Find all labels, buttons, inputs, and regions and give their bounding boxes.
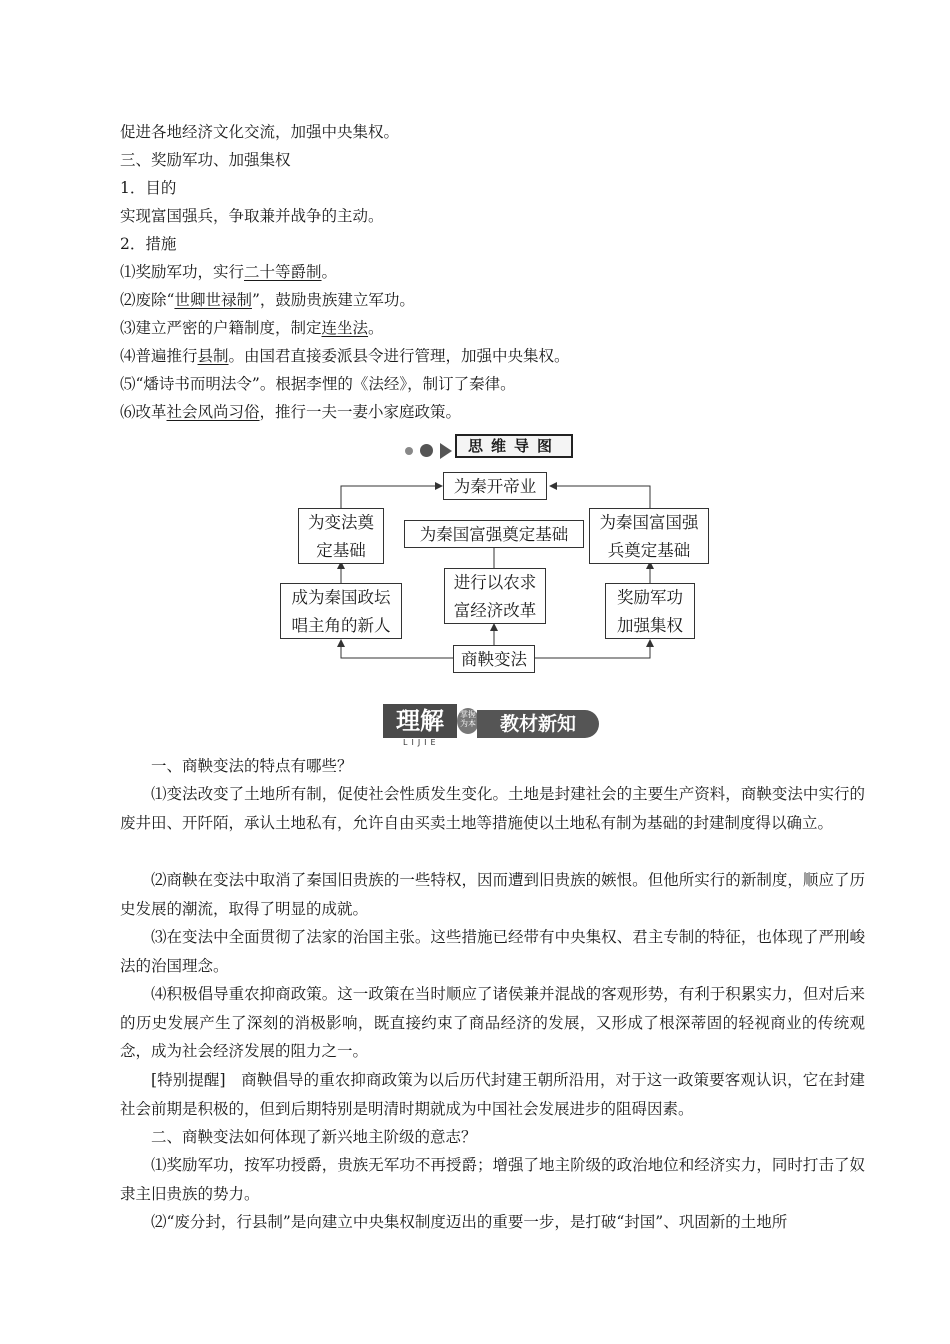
paragraph-6: ⑵“废分封，行县制”是向建立中央集权制度迈出的重要一步，是打破“封国”、巩固新的土地所 — [151, 1213, 788, 1231]
mindmap-right-upper-box: 为秦国富国强兵奠定基础 — [589, 508, 709, 564]
mindmap-right-lower-box: 奖励军功加强集权 — [605, 583, 695, 639]
measure-1: ⑴奖励军功，实行二十等爵制。 — [120, 263, 338, 281]
section-heading: 三、奖励军功、加强集权 — [120, 151, 291, 169]
measures-title: 2．措施 — [120, 235, 177, 253]
question-2: 二、商鞅变法如何体现了新兴地主阶级的意志？ — [151, 1128, 477, 1146]
understand-banner — [383, 704, 601, 748]
text-line: 促进各地经济文化交流，加强中央集权。 — [120, 123, 400, 141]
mindmap-left-lower-box: 成为秦国政坛唱主角的新人 — [280, 583, 402, 639]
paragraph-4: ⑷积极倡导重农抑商政策。这一政策在当时顺应了诸侯兼并混战的客观形势，有利于积累实力，但对后来的历史发展产生了深刻的消极影响，既直接约束了商品经济的发展，又形成了根深蒂固的轻视商业的传统观念，成为社会经济发展的阻力之一。 — [120, 985, 865, 1060]
paragraph-3: ⑶在变法中全面贯彻了法家的治国主张。这些措施已经带有中央集权、君主专制的特征，也体现了严刑峻法的治国理念。 — [120, 928, 865, 975]
measure-4: ⑷普遍推行县制。由国君直接委派县令进行管理，加强中央集权。 — [120, 347, 570, 365]
mindmap-center-upper-box: 为秦国富强奠定基础 — [404, 520, 584, 548]
banner-pinyin: LIJIE — [403, 738, 440, 747]
measure-6: ⑹改革社会风尚习俗，推行一夫一妻小家庭政策。 — [120, 403, 462, 421]
paragraph-1: ⑴变法改变了土地所有制，促使社会性质发生变化。土地是封建社会的主要生产资料，商鞅变法中实行的废井田、开阡陌，承认土地私有，允许自由买卖土地等措施使以土地私有制为基础的封建制度得以确立。 — [120, 785, 865, 832]
banner-right-text: 教材新知 — [477, 710, 599, 738]
paragraph-5: ⑴奖励军功，按军功授爵，贵族无军功不再授爵；增强了地主阶级的政治地位和经济实力，同时打击了奴隶主旧贵族的势力。 — [120, 1156, 865, 1203]
mindmap-banner-label: 思维导图 — [455, 434, 573, 458]
underlined-term: 县制 — [197, 347, 229, 365]
question-1: 一、商鞅变法的特点有哪些？ — [151, 757, 353, 775]
underlined-term: 社会风尚习俗 — [166, 403, 260, 421]
underlined-term: 世卿世禄制 — [174, 291, 252, 309]
goal-text: 实现富国强兵，争取兼并战争的主动。 — [120, 207, 384, 225]
banner-badge: 掌握为本 — [457, 708, 479, 734]
underlined-term: 连坐法 — [321, 319, 369, 337]
measure-2: ⑵废除“世卿世禄制”，鼓励贵族建立军功。 — [120, 291, 415, 309]
goal-title: 1．目的 — [120, 179, 177, 197]
banner-main-text: 理解 — [383, 704, 457, 738]
underlined-term: 二十等爵制 — [244, 263, 322, 281]
mindmap-center-lower-box: 进行以农求富经济改革 — [444, 568, 546, 624]
measure-3: ⑶建立严密的户籍制度，制定连坐法。 — [120, 319, 384, 337]
mindmap-bottom-box: 商鞅变法 — [453, 645, 535, 673]
special-reminder: [特别提醒] 商鞅倡导的重农抑商政策为以后历代封建王朝所沿用，对于这一政策要客观认识，它在封建社会前期是积极的，但到后期特别是明清时期就成为中国社会发展进步的阻碍因素。 — [120, 1071, 865, 1118]
mindmap-top-box: 为秦开帝业 — [443, 472, 547, 500]
mindmap-left-upper-box: 为变法奠定基础 — [298, 508, 384, 564]
paragraph-2: ⑵商鞅在变法中取消了秦国旧贵族的一些特权，因而遭到旧贵族的嫉恨。但他所实行的新制度，顺应了历史发展的潮流，取得了明显的成就。 — [120, 871, 865, 918]
measure-5: ⑸“燔诗书而明法令”。根据李悝的《法经》，制订了秦律。 — [120, 375, 516, 393]
